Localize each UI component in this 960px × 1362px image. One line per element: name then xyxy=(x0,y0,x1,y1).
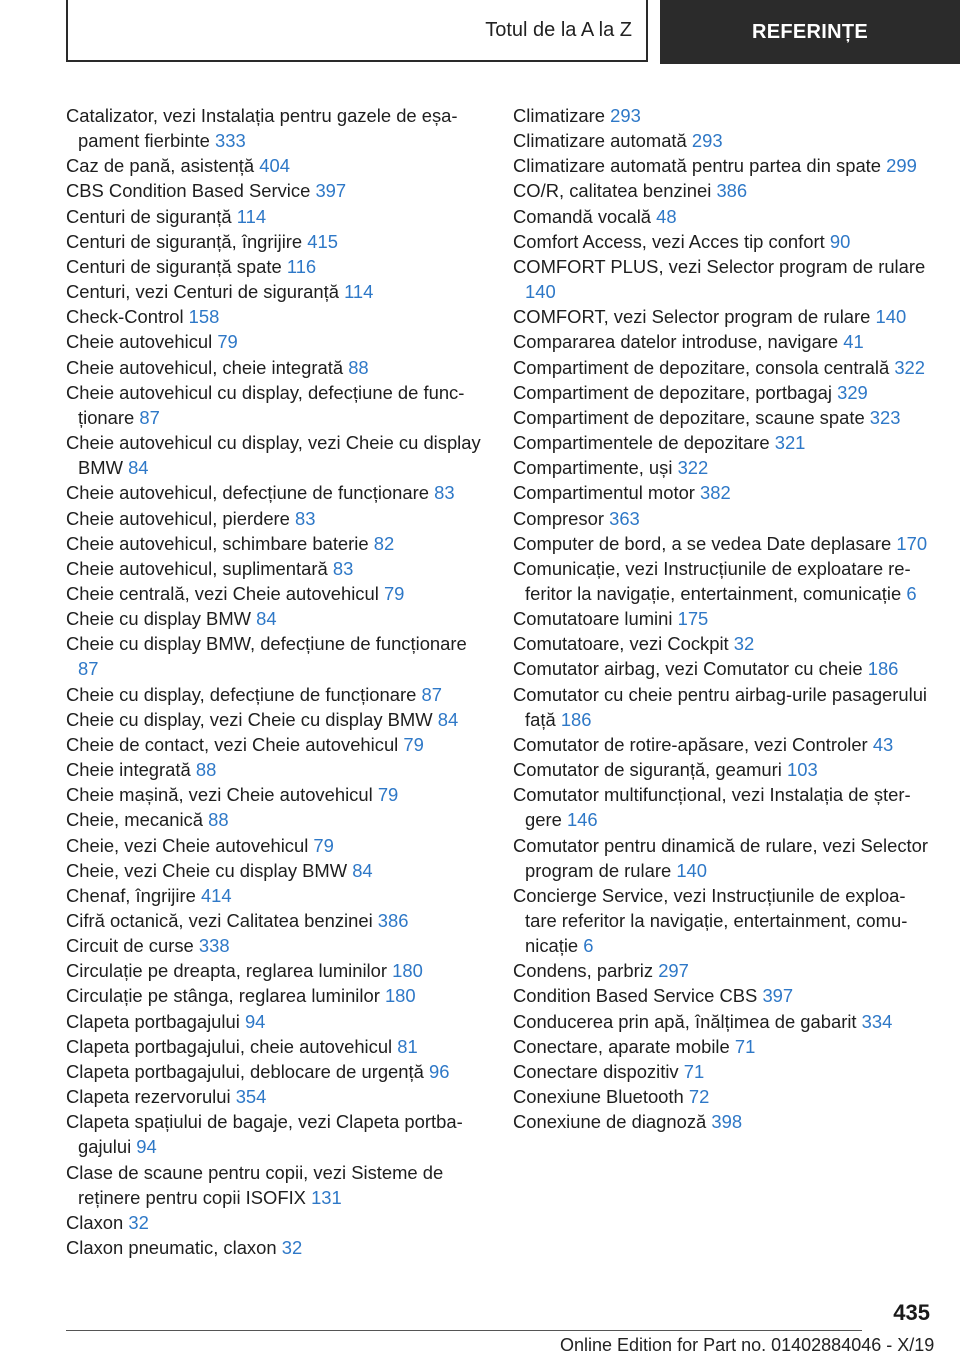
page-reference-link[interactable]: 87 xyxy=(421,683,442,705)
page-number: 435 xyxy=(893,1300,930,1325)
page-reference-link[interactable]: 6 xyxy=(906,582,917,604)
page-reference-link[interactable]: 79 xyxy=(403,733,424,755)
index-entry xyxy=(513,983,931,1008)
index-entry-text: Comutatoare, vezi Cockpit xyxy=(513,633,729,655)
page-reference-link[interactable]: 397 xyxy=(762,985,794,1007)
index-entry xyxy=(513,782,931,832)
index-entry xyxy=(66,1009,486,1034)
header-title: Totul de la A la Z xyxy=(485,18,632,41)
index-entry-text: Climatizare automată xyxy=(513,130,687,152)
index-entry-text: Centuri, vezi Centuri de siguranță xyxy=(66,281,339,303)
index-entry-text: Claxon pneumatic, claxon xyxy=(66,1237,277,1259)
index-entry xyxy=(513,531,931,556)
page-reference-link[interactable]: 84 xyxy=(256,608,277,630)
index-column-left xyxy=(66,103,486,1260)
page-reference-link[interactable]: 186 xyxy=(867,658,899,680)
index-entry-text: Cheie cu display, defecțiune de funcționare xyxy=(66,683,417,705)
page-reference-link[interactable]: 321 xyxy=(774,432,806,454)
index-entry xyxy=(513,732,931,757)
index-entry xyxy=(66,178,486,203)
index-entry-text: Cheie mașină, vezi Cheie autovehicul xyxy=(66,784,373,806)
index-entry-text: Clapeta portbagajului, deblocare de urgență xyxy=(66,1060,424,1082)
edition-note: Online Edition for Part no. 01402884046 - X/19 xyxy=(560,1335,935,1355)
index-entry-text: Circulație pe dreapta, reglarea luminilor xyxy=(66,960,387,982)
index-entry-text: Compararea datelor introduse, navigare xyxy=(513,331,839,353)
index-entry-text: Clapeta portbagajului xyxy=(66,1010,240,1032)
index-entry-text: Conectare, aparate mobile xyxy=(513,1035,730,1057)
page-reference-link[interactable]: 170 xyxy=(896,532,928,554)
page-reference-link[interactable]: 180 xyxy=(392,960,423,982)
index-entry xyxy=(66,1160,486,1210)
index-entry-text: Cheie autovehicul, defecțiune de funcționare xyxy=(66,482,429,504)
page-reference-link[interactable]: 334 xyxy=(861,1010,893,1032)
page-reference-link[interactable]: 82 xyxy=(373,532,395,554)
index-entry-text: Condens, parbriz xyxy=(513,960,654,982)
index-entry xyxy=(66,204,486,229)
page-reference-link[interactable]: 79 xyxy=(383,582,405,604)
page-reference-link[interactable]: 397 xyxy=(315,180,347,202)
page-reference-link[interactable]: 186 xyxy=(560,708,592,730)
page-reference-link[interactable]: 6 xyxy=(583,935,594,957)
index-entry-text: Compartimente, uși xyxy=(513,457,673,479)
page-reference-link[interactable]: 88 xyxy=(195,759,217,781)
page-reference-link[interactable]: 322 xyxy=(677,457,709,479)
index-entry-text: Clapeta spațiului de bagaje, vezi Clapeta portbagajului xyxy=(66,1111,463,1158)
index-entry-text: Compartiment de depozitare, scaune spate xyxy=(513,406,865,428)
index-entry xyxy=(513,1009,931,1034)
index-entry xyxy=(513,329,931,354)
index-entry-text: Chenaf, îngrijire xyxy=(66,884,196,906)
index-entry-text: Computer de bord, a se vedea Date deplasare xyxy=(513,532,892,554)
index-entry xyxy=(513,1034,931,1059)
index-entry-text: Claxon xyxy=(66,1211,124,1233)
index-entry-text: Compartimentele de depozitare xyxy=(513,432,770,454)
index-entry xyxy=(66,380,486,430)
index-entry-text: Clapeta rezervorului xyxy=(66,1086,231,1108)
page-reference-link[interactable]: 79 xyxy=(377,784,399,806)
index-entry-text: COMFORT, vezi Selector program de rulare xyxy=(513,306,871,328)
index-entry xyxy=(66,506,486,531)
page-reference-link[interactable]: 363 xyxy=(609,507,640,529)
index-entry-text: Comutatoare lumini xyxy=(513,608,673,630)
page-reference-link[interactable]: 72 xyxy=(688,1086,710,1108)
index-entry xyxy=(513,506,931,531)
index-entry-text: CO/R, calitatea benzinei xyxy=(513,180,712,202)
index-entry-text: Climatizare automată pentru partea din spate xyxy=(513,155,882,177)
page-reference-link[interactable]: 140 xyxy=(875,306,907,328)
index-entry-text: Comutator pentru dinamică de rulare, vezi Selector program de rulare xyxy=(513,834,929,881)
index-entry xyxy=(513,1109,931,1134)
index-entry xyxy=(513,204,931,229)
index-entry-text: Circulație pe stânga, reglarea luminilor xyxy=(66,985,380,1007)
page-reference-link[interactable]: 386 xyxy=(716,180,748,202)
index-entry xyxy=(66,631,486,681)
index-entry xyxy=(66,732,486,757)
index-entry xyxy=(66,1235,486,1260)
page-reference-link[interactable]: 297 xyxy=(658,960,689,982)
index-entry xyxy=(66,279,486,304)
index-entry xyxy=(66,581,486,606)
header-section-label: REFERINȚE xyxy=(751,20,869,43)
index-entry-text: Comutator de rotire-apăsare, vezi Controler xyxy=(513,733,868,755)
index-entry xyxy=(66,1084,486,1109)
index-entry xyxy=(513,128,931,153)
page-reference-link[interactable]: 87 xyxy=(139,406,160,428)
page-reference-link[interactable]: 293 xyxy=(610,105,641,126)
index-entry-text: Comandă vocală xyxy=(513,205,652,227)
index-entry-text: Cheie cu display BMW, defecțiune de funcționare xyxy=(66,633,467,655)
index-entry xyxy=(513,1059,931,1084)
index-entry-text: Check-Control xyxy=(66,306,184,328)
page-reference-link[interactable]: 140 xyxy=(676,859,707,881)
header-title-box xyxy=(66,0,648,62)
page-reference-link[interactable]: 71 xyxy=(683,1060,705,1082)
page-reference-link[interactable]: 322 xyxy=(894,356,926,378)
page-reference-link[interactable]: 32 xyxy=(128,1211,149,1233)
index-entry-text: Conexiune Bluetooth xyxy=(513,1086,684,1108)
index-entry-text: Centuri de siguranță, îngrijire xyxy=(66,230,303,252)
index-entry-text: Catalizator, vezi Instalația pentru gazele de eșapament fierbinte xyxy=(66,105,458,152)
index-entry-text: Comunicație, vezi Instrucțiunile de exploatare referitor la navigație, entertainment, comunicație xyxy=(513,557,911,604)
index-entry xyxy=(66,254,486,279)
index-entry-text: Cheie autovehicul cu display, defecțiune de funcționare xyxy=(66,381,465,428)
page-reference-link[interactable]: 398 xyxy=(711,1111,743,1133)
index-entry xyxy=(513,958,931,983)
index-entry-text: Comutator cu cheie pentru airbag-urile pasagerului față xyxy=(513,683,928,730)
page-reference-link[interactable]: 90 xyxy=(829,230,851,252)
index-entry xyxy=(513,833,931,883)
index-entry xyxy=(513,480,931,505)
page-reference-link[interactable]: 146 xyxy=(566,809,598,831)
page-reference-link[interactable]: 158 xyxy=(188,306,220,328)
index-entry xyxy=(66,556,486,581)
page-reference-link[interactable]: 41 xyxy=(843,331,864,353)
index-entry-text: Comutator de siguranță, geamuri xyxy=(513,759,782,781)
index-entry xyxy=(513,430,931,455)
index-entry-text: Compartimentul motor xyxy=(513,482,695,504)
index-entry xyxy=(513,405,931,430)
page-reference-link[interactable]: 87 xyxy=(78,658,99,680)
index-entry-text: Cheie, vezi Cheie cu display BMW xyxy=(66,859,348,881)
page-reference-link[interactable]: 386 xyxy=(377,910,409,931)
page-reference-link[interactable]: 84 xyxy=(128,457,149,479)
index-entry-text: Cheie integrată xyxy=(66,759,191,781)
page-reference-link[interactable]: 96 xyxy=(428,1060,450,1082)
index-entry-text: Compartiment de depozitare, consola centrală xyxy=(513,356,890,378)
index-entry xyxy=(513,631,931,656)
page-reference-link[interactable]: 180 xyxy=(384,985,416,1007)
index-entry xyxy=(66,304,486,329)
index-entry xyxy=(513,606,931,631)
index-entry xyxy=(66,707,486,732)
page-reference-link[interactable]: 81 xyxy=(397,1035,418,1057)
page-reference-link[interactable]: 83 xyxy=(332,557,354,579)
index-entry-text: Cheie autovehicul cu display, vezi Cheie cu display BMW xyxy=(66,432,481,479)
index-entry-text: Conectare dispozitiv xyxy=(513,1060,679,1082)
index-entry-text: Comutator airbag, vezi Comutator cu cheie xyxy=(513,658,863,680)
page-reference-link[interactable]: 79 xyxy=(313,834,334,856)
page-reference-link[interactable]: 382 xyxy=(700,482,731,504)
index-entry xyxy=(513,103,931,128)
index-entry xyxy=(513,883,931,958)
index-entry-text: Caz de pană, asistență xyxy=(66,155,255,177)
page-reference-link[interactable]: 323 xyxy=(869,406,901,428)
index-entry xyxy=(66,1210,486,1235)
index-entry-text: Centuri de siguranță xyxy=(66,205,232,227)
page-reference-link[interactable]: 404 xyxy=(259,155,290,177)
index-entry-text: Cheie cu display BMW xyxy=(66,608,251,630)
page-reference-link[interactable]: 32 xyxy=(733,633,755,655)
index-entry-text: Compresor xyxy=(513,507,604,529)
page-reference-link[interactable]: 32 xyxy=(281,1237,303,1259)
index-entry-text: Circuit de curse xyxy=(66,935,194,957)
page-reference-link[interactable]: 71 xyxy=(734,1035,756,1057)
index-entry xyxy=(66,858,486,883)
index-entry-text: Conducerea prin apă, înălțimea de gabarit xyxy=(513,1010,857,1032)
index-entry xyxy=(66,430,486,480)
page-reference-link[interactable]: 116 xyxy=(286,255,317,277)
index-entry xyxy=(513,178,931,203)
index-entry-text: Clase de scaune pentru copii, vezi Sisteme de reținere pentru copii ISOFIX xyxy=(66,1161,444,1208)
index-entry-text: Comutator multifuncțional, vezi Instalația de ștergere xyxy=(513,784,911,831)
index-entry xyxy=(513,229,931,254)
page-reference-link[interactable]: 83 xyxy=(434,482,455,504)
index-entry xyxy=(513,1084,931,1109)
index-entry xyxy=(66,229,486,254)
page-reference-link[interactable]: 354 xyxy=(235,1086,267,1108)
index-entry-text: Climatizare xyxy=(513,105,605,126)
index-entry xyxy=(66,933,486,958)
index-entry xyxy=(66,757,486,782)
index-entry-text: Cheie autovehicul, suplimentară xyxy=(66,557,328,579)
index-entry xyxy=(66,682,486,707)
index-entry xyxy=(66,958,486,983)
page-reference-link[interactable]: 131 xyxy=(311,1186,342,1208)
page-reference-link[interactable]: 83 xyxy=(295,507,316,529)
index-entry xyxy=(66,606,486,631)
page-reference-link[interactable]: 114 xyxy=(344,281,374,303)
index-entry xyxy=(66,1034,486,1059)
index-entry xyxy=(66,1059,486,1084)
index-entry-text: Cheie autovehicul, pierdere xyxy=(66,507,290,529)
page-reference-link[interactable]: 88 xyxy=(348,356,369,378)
index-entry xyxy=(66,153,486,178)
page-reference-link[interactable]: 114 xyxy=(236,205,267,227)
index-entry xyxy=(513,304,931,329)
index-entry xyxy=(66,329,486,354)
page-reference-link[interactable]: 84 xyxy=(352,859,373,881)
index-entry xyxy=(66,833,486,858)
index-entry-text: Centuri de siguranță spate xyxy=(66,255,282,277)
index-entry-text: Condition Based Service CBS xyxy=(513,985,758,1007)
index-entry xyxy=(66,1109,486,1159)
index-entry xyxy=(66,807,486,832)
page-reference-link[interactable]: 103 xyxy=(786,759,818,781)
index-entry xyxy=(66,355,486,380)
index-entry-text: Conexiune de diagnoză xyxy=(513,1111,707,1133)
index-entry-text: Cheie, mecanică xyxy=(66,809,203,831)
page-reference-link[interactable]: 293 xyxy=(691,130,723,152)
page-reference-link[interactable]: 329 xyxy=(837,381,868,403)
index-entry xyxy=(66,531,486,556)
index-entry xyxy=(513,682,931,732)
index-entry xyxy=(513,455,931,480)
index-entry xyxy=(66,480,486,505)
page-reference-link[interactable]: 43 xyxy=(872,733,894,755)
page-reference-link[interactable]: 338 xyxy=(198,935,230,957)
index-entry xyxy=(66,883,486,908)
index-entry-text: Comfort Access, vezi Acces tip confort xyxy=(513,230,825,252)
index-entry-text: Cheie autovehicul, schimbare baterie xyxy=(66,532,369,554)
index-entry xyxy=(513,254,931,304)
page-reference-link[interactable]: 333 xyxy=(215,130,246,152)
index-entry-text: Cheie centrală, vezi Cheie autovehicul xyxy=(66,582,379,604)
index-entry xyxy=(513,355,931,380)
page-reference-link[interactable]: 94 xyxy=(136,1136,157,1158)
index-entry xyxy=(513,556,931,606)
index-entry-text: Cheie cu display, vezi Cheie cu display BMW xyxy=(66,708,433,730)
page-reference-link[interactable]: 88 xyxy=(208,809,229,831)
page-reference-link[interactable]: 299 xyxy=(886,155,917,177)
footer-divider xyxy=(66,1330,862,1331)
index-entry xyxy=(66,103,486,153)
index-entry-text: Clapeta portbagajului, cheie autovehicul xyxy=(66,1035,393,1057)
index-entry-text: Cheie autovehicul xyxy=(66,331,213,353)
page-reference-link[interactable]: 94 xyxy=(244,1010,266,1032)
index-entry xyxy=(513,656,931,681)
page-reference-link[interactable]: 175 xyxy=(677,608,709,630)
index-entry-text: COMFORT PLUS, vezi Selector program de rulare xyxy=(513,255,926,277)
index-entry xyxy=(66,908,486,933)
index-entry-text: CBS Condition Based Service xyxy=(66,180,311,202)
index-entry-text: Cheie de contact, vezi Cheie autovehicul xyxy=(66,733,399,755)
page-reference-link[interactable]: 48 xyxy=(656,205,677,227)
page-reference-link[interactable]: 84 xyxy=(437,708,459,730)
index-column-right xyxy=(513,103,931,1134)
index-entry-text: Concierge Service, vezi Instrucțiunile de exploatare referitor la navigație, entertainment, comunicație xyxy=(513,884,908,957)
index-entry xyxy=(513,380,931,405)
index-entry xyxy=(66,983,486,1008)
index-entry-text: Compartiment de depozitare, portbagaj xyxy=(513,381,832,403)
index-entry-text: Cheie, vezi Cheie autovehicul xyxy=(66,834,309,856)
page-reference-link[interactable]: 140 xyxy=(525,281,556,303)
index-entry xyxy=(513,757,931,782)
index-entry xyxy=(66,782,486,807)
page-reference-link[interactable]: 414 xyxy=(200,884,232,906)
page-reference-link[interactable]: 79 xyxy=(217,331,238,353)
page-reference-link[interactable]: 415 xyxy=(307,230,338,252)
index-entry xyxy=(513,153,931,178)
index-entry-text: Cheie autovehicul, cheie integrată xyxy=(66,356,344,378)
header-section-tab xyxy=(660,0,960,64)
index-entry-text: Cifră octanică, vezi Calitatea benzinei xyxy=(66,910,373,931)
